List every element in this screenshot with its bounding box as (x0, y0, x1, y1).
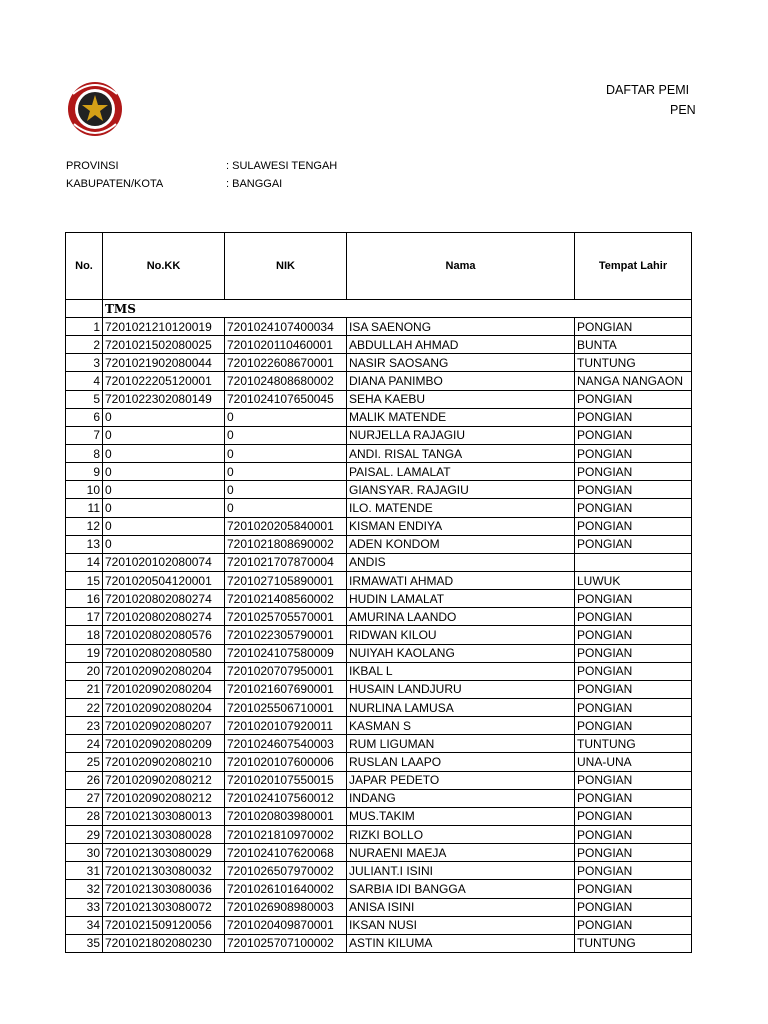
meta-value: : BANGGAI (226, 178, 283, 190)
cell-tempat: PONGIAN (575, 789, 692, 807)
cell-tempat: PONGIAN (575, 825, 692, 843)
cell-nama: ADEN KONDOM (347, 535, 575, 553)
cell-nik: 7201024107400034 (225, 318, 347, 336)
cell-tempat: PONGIAN (575, 390, 692, 408)
cell-nama: RUSLAN LAAPO (347, 753, 575, 771)
cell-tempat: TUNTUNG (575, 735, 692, 753)
table-row (66, 318, 692, 336)
cell-nama: RIDWAN KILOU (347, 626, 575, 644)
cell-nik: 7201020409870001 (225, 916, 347, 934)
cell-tempat: PONGIAN (575, 880, 692, 898)
cell-no: 27 (66, 789, 103, 807)
cell-no: 2 (66, 336, 103, 354)
cell-nama: ANISA ISINI (347, 898, 575, 916)
table-row (66, 698, 692, 716)
cell-kk: 7201020802080274 (103, 590, 225, 608)
cell-tempat: UNA-UNA (575, 753, 692, 771)
cell-no: 3 (66, 354, 103, 372)
table-row (66, 517, 692, 535)
cell-nik: 0 (225, 408, 347, 426)
cell-tempat: PONGIAN (575, 717, 692, 735)
cell-nama: HUSAIN LANDJURU (347, 680, 575, 698)
table-row (66, 590, 692, 608)
cell-kk: 7201020802080580 (103, 644, 225, 662)
cell-tempat: PONGIAN (575, 807, 692, 825)
meta-label: PROVINSI (66, 160, 119, 172)
cell-nama: ISA SAENONG (347, 318, 575, 336)
cell-kk: 0 (103, 463, 225, 481)
cell-no: 34 (66, 916, 103, 934)
cell-nama: ANDI. RISAL TANGA (347, 444, 575, 462)
cell-kk: 0 (103, 426, 225, 444)
cell-tempat: NANGA NANGAON (575, 372, 692, 390)
cell-no: 7 (66, 426, 103, 444)
cell-kk: 7201021303080028 (103, 825, 225, 843)
cell-tempat: PONGIAN (575, 590, 692, 608)
cell-kk: 0 (103, 444, 225, 462)
table-row (66, 535, 692, 553)
document-subtitle: PEN (670, 103, 696, 117)
cell-tempat: PONGIAN (575, 844, 692, 862)
meta-label: KABUPATEN/KOTA (66, 178, 164, 190)
cell-no: 32 (66, 880, 103, 898)
cell-nik: 7201022608670001 (225, 354, 347, 372)
table-row (66, 354, 692, 372)
cell-nama: NURLINA LAMUSA (347, 698, 575, 716)
cell-nama: ABDULLAH AHMAD (347, 336, 575, 354)
group-row (66, 300, 692, 318)
cell-no: 8 (66, 444, 103, 462)
cell-nama: IRMAWATI AHMAD (347, 571, 575, 589)
cell-nik: 7201020107600006 (225, 753, 347, 771)
cell-nik: 7201025705570001 (225, 608, 347, 626)
cell-no: 23 (66, 717, 103, 735)
cell-kk: 7201021802080230 (103, 934, 225, 952)
table-row (66, 390, 692, 408)
cell-kk: 0 (103, 517, 225, 535)
cell-kk: 7201020902080210 (103, 753, 225, 771)
cell-kk: 7201020902080212 (103, 771, 225, 789)
cell-nik: 7201020707950001 (225, 662, 347, 680)
cell-nik: 7201021808690002 (225, 535, 347, 553)
cell-kk: 7201020902080204 (103, 698, 225, 716)
cell-nik: 7201024607540003 (225, 735, 347, 753)
cell-kk: 7201022302080149 (103, 390, 225, 408)
cell-nama: KISMAN ENDIYA (347, 517, 575, 535)
col-nik-header: NIK (225, 233, 347, 300)
cell-nik: 7201020110460001 (225, 336, 347, 354)
table-row (66, 463, 692, 481)
cell-nik: 7201027105890001 (225, 571, 347, 589)
cell-nik: 7201022305790001 (225, 626, 347, 644)
table-row (66, 408, 692, 426)
cell-nama: JULIANT.I ISINI (347, 862, 575, 880)
cell-tempat: PONGIAN (575, 499, 692, 517)
cell-no: 21 (66, 680, 103, 698)
cell-kk: 7201020902080204 (103, 680, 225, 698)
cell-nik: 7201021810970002 (225, 825, 347, 843)
cell-no: 11 (66, 499, 103, 517)
cell-no: 1 (66, 318, 103, 336)
kpu-logo-icon (66, 80, 124, 138)
cell-nik: 7201024107650045 (225, 390, 347, 408)
cell-tempat: PONGIAN (575, 916, 692, 934)
cell-nik: 7201021408560002 (225, 590, 347, 608)
cell-nama: INDANG (347, 789, 575, 807)
cell-no: 35 (66, 934, 103, 952)
table-row (66, 862, 692, 880)
group-label: TMS (103, 300, 225, 318)
cell-nik: 0 (225, 444, 347, 462)
table-row (66, 372, 692, 390)
cell-nama: RIZKI BOLLO (347, 825, 575, 843)
cell-nama: IKBAL L (347, 662, 575, 680)
cell-tempat: LUWUK (575, 571, 692, 589)
cell-nik: 7201021707870004 (225, 553, 347, 571)
cell-tempat (575, 553, 692, 571)
table-row (66, 735, 692, 753)
header-area (0, 0, 696, 140)
cell-nik: 7201026101640002 (225, 880, 347, 898)
cell-no: 16 (66, 590, 103, 608)
table-row (66, 825, 692, 843)
cell-kk: 7201021509120056 (103, 916, 225, 934)
meta-regency (66, 178, 282, 190)
cell-nama: PAISAL. LAMALAT (347, 463, 575, 481)
cell-nik: 7201025506710001 (225, 698, 347, 716)
cell-nik: 7201021607690001 (225, 680, 347, 698)
cell-tempat: PONGIAN (575, 862, 692, 880)
document-title: DAFTAR PEMI (606, 83, 690, 97)
cell-nama: NASIR SAOSANG (347, 354, 575, 372)
table-row (66, 916, 692, 934)
table-row (66, 608, 692, 626)
table-row (66, 880, 692, 898)
table-row (66, 426, 692, 444)
cell-tempat: PONGIAN (575, 698, 692, 716)
cell-nama: NURAENI MAEJA (347, 844, 575, 862)
cell-tempat: PONGIAN (575, 517, 692, 535)
cell-nik: 7201020803980001 (225, 807, 347, 825)
cell-tempat: PONGIAN (575, 608, 692, 626)
cell-no: 28 (66, 807, 103, 825)
cell-kk: 7201021303080013 (103, 807, 225, 825)
cell-no: 25 (66, 753, 103, 771)
cell-tempat: PONGIAN (575, 626, 692, 644)
cell-nama: ILO. MATENDE (347, 499, 575, 517)
cell-nama: KASMAN S (347, 717, 575, 735)
cell-no: 22 (66, 698, 103, 716)
cell-kk: 7201020902080204 (103, 662, 225, 680)
cell-tempat: TUNTUNG (575, 934, 692, 952)
cell-nik: 7201024107620068 (225, 844, 347, 862)
cell-no: 9 (66, 463, 103, 481)
table-row (66, 553, 692, 571)
cell-no: 12 (66, 517, 103, 535)
table-row (66, 934, 692, 952)
cell-kk: 7201020102080074 (103, 553, 225, 571)
cell-tempat: PONGIAN (575, 771, 692, 789)
cell-tempat: PONGIAN (575, 898, 692, 916)
col-nama-header: Nama (347, 233, 575, 300)
col-no-header: No. (66, 233, 103, 300)
cell-no: 17 (66, 608, 103, 626)
cell-nik: 7201026908980003 (225, 898, 347, 916)
table-row (66, 336, 692, 354)
table-row (66, 807, 692, 825)
cell-no: 6 (66, 408, 103, 426)
cell-tempat: PONGIAN (575, 644, 692, 662)
cell-nik: 7201020107550015 (225, 771, 347, 789)
cell-no: 14 (66, 553, 103, 571)
cell-no: 19 (66, 644, 103, 662)
table-row (66, 789, 692, 807)
table-header-row (66, 233, 692, 300)
table-row (66, 717, 692, 735)
cell-nama: IKSAN NUSI (347, 916, 575, 934)
cell-tempat: BUNTA (575, 336, 692, 354)
cell-nama: MALIK MATENDE (347, 408, 575, 426)
cell-no: 26 (66, 771, 103, 789)
cell-nik: 0 (225, 481, 347, 499)
cell-no: 13 (66, 535, 103, 553)
cell-nama: SEHA KAEBU (347, 390, 575, 408)
table-row (66, 898, 692, 916)
meta-value: : SULAWESI TENGAH (226, 160, 338, 172)
cell-kk: 7201020902080207 (103, 717, 225, 735)
cell-kk: 7201020902080209 (103, 735, 225, 753)
meta-province (66, 160, 337, 172)
table-row (66, 662, 692, 680)
cell-nama: ASTIN KILUMA (347, 934, 575, 952)
cell-no: 20 (66, 662, 103, 680)
table-row (66, 680, 692, 698)
cell-no: 15 (66, 571, 103, 589)
cell-nik: 7201024107580009 (225, 644, 347, 662)
cell-no: 4 (66, 372, 103, 390)
table-row (66, 771, 692, 789)
cell-tempat: PONGIAN (575, 318, 692, 336)
cell-no: 31 (66, 862, 103, 880)
cell-tempat: PONGIAN (575, 680, 692, 698)
cell-kk: 0 (103, 481, 225, 499)
cell-nik: 7201024808680002 (225, 372, 347, 390)
col-tempat-header: Tempat Lahir (575, 233, 692, 300)
cell-nik: 7201026507970002 (225, 862, 347, 880)
cell-tempat: PONGIAN (575, 481, 692, 499)
cell-no: 33 (66, 898, 103, 916)
cell-kk: 7201021303080032 (103, 862, 225, 880)
cell-nik: 0 (225, 426, 347, 444)
table-row (66, 499, 692, 517)
cell-kk: 7201022205120001 (103, 372, 225, 390)
cell-no: 10 (66, 481, 103, 499)
cell-kk: 0 (103, 408, 225, 426)
cell-nik: 7201020205840001 (225, 517, 347, 535)
table-row (66, 644, 692, 662)
cell-nama: SARBIA IDI BANGGA (347, 880, 575, 898)
cell-nama: NUIYAH KAOLANG (347, 644, 575, 662)
cell-tempat: PONGIAN (575, 426, 692, 444)
cell-no: 24 (66, 735, 103, 753)
cell-nama: MUS.TAKIM (347, 807, 575, 825)
cell-nama: ANDIS (347, 553, 575, 571)
table-row (66, 753, 692, 771)
cell-nama: NURJELLA RAJAGIU (347, 426, 575, 444)
cell-kk: 7201021902080044 (103, 354, 225, 372)
table-row (66, 571, 692, 589)
cell-tempat: PONGIAN (575, 662, 692, 680)
cell-kk: 7201020504120001 (103, 571, 225, 589)
col-kk-header: No.KK (103, 233, 225, 300)
cell-no: 29 (66, 825, 103, 843)
cell-kk: 7201021210120019 (103, 318, 225, 336)
table-row (66, 444, 692, 462)
table-row (66, 481, 692, 499)
cell-kk: 7201020902080212 (103, 789, 225, 807)
cell-nama: DIANA PANIMBO (347, 372, 575, 390)
cell-nik: 7201024107560012 (225, 789, 347, 807)
cell-no: 5 (66, 390, 103, 408)
table-row (66, 844, 692, 862)
cell-kk: 7201020802080576 (103, 626, 225, 644)
cell-nik: 0 (225, 499, 347, 517)
cell-nama: HUDIN LAMALAT (347, 590, 575, 608)
cell-nama: AMURINA LAANDO (347, 608, 575, 626)
cell-kk: 7201021303080072 (103, 898, 225, 916)
cell-nik: 0 (225, 463, 347, 481)
cell-no: 18 (66, 626, 103, 644)
cell-kk: 0 (103, 499, 225, 517)
cell-tempat: PONGIAN (575, 408, 692, 426)
cell-no: 30 (66, 844, 103, 862)
cell-kk: 7201021303080029 (103, 844, 225, 862)
cell-kk: 7201020802080274 (103, 608, 225, 626)
cell-nama: GIANSYAR. RAJAGIU (347, 481, 575, 499)
voter-table (65, 232, 692, 953)
cell-nama: RUM LIGUMAN (347, 735, 575, 753)
cell-kk: 7201021303080036 (103, 880, 225, 898)
table-row (66, 626, 692, 644)
cell-nama: JAPAR PEDETO (347, 771, 575, 789)
cell-nik: 7201025707100002 (225, 934, 347, 952)
cell-tempat: PONGIAN (575, 463, 692, 481)
cell-kk: 0 (103, 535, 225, 553)
cell-nik: 7201020107920011 (225, 717, 347, 735)
cell-tempat: TUNTUNG (575, 354, 692, 372)
cell-tempat: PONGIAN (575, 535, 692, 553)
cell-tempat: PONGIAN (575, 444, 692, 462)
cell-kk: 7201021502080025 (103, 336, 225, 354)
